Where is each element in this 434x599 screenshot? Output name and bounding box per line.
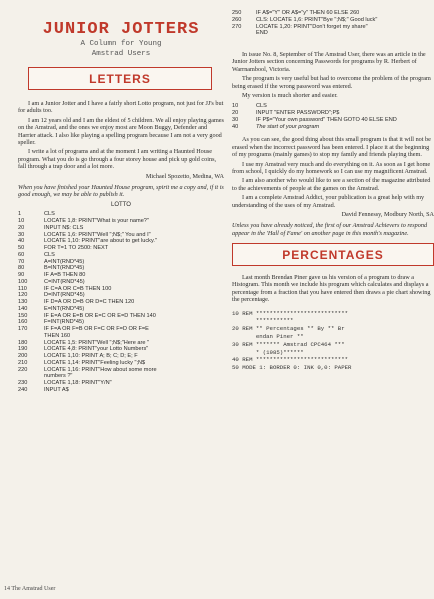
password-letter — [232, 51, 434, 99]
line-number: 170 — [18, 326, 28, 333]
percentages-heading: PERCENTAGES — [282, 247, 384, 262]
letter-signature: Michael Spozetto, Medina, WA — [145, 172, 224, 180]
line-number: 240 — [18, 386, 28, 393]
letter-paragraph: I am a Junior Jotter and I have a fairly short Lotto program, not just for JJ's but for adults too. — [18, 100, 224, 115]
page-footer: 14 The Amstrad User — [4, 586, 56, 592]
line-number: 70 — [18, 258, 25, 265]
listing-line: 20 REM ** Percentages ** By ** Br — [232, 325, 345, 333]
code-text: E=INT(RND*45) — [44, 305, 85, 312]
line-number: 20 — [18, 224, 25, 231]
code-text: C=INT(RND*45) — [44, 278, 85, 285]
code-line — [18, 225, 157, 232]
code-line — [18, 380, 157, 387]
code-text: LOCATE 1,10: PRINT A; B; C; D; E; F — [44, 353, 138, 360]
password-paragraph: I use my Amstrad very much and do everything on it. As soon as I get home from school, I quickly do my homework so I can use my magnificent Amstrad. — [232, 160, 431, 176]
masthead — [18, 20, 224, 59]
line-number: 10 — [232, 103, 239, 110]
code-line — [18, 333, 157, 340]
letter-body — [18, 100, 224, 198]
code-text: The start of your program — [256, 123, 320, 130]
line-number — [18, 373, 44, 380]
line-number: 50 — [18, 245, 25, 252]
code-line — [18, 238, 157, 245]
code-text: numbers ?" — [44, 373, 73, 380]
line-number: 20 — [232, 110, 239, 117]
code-text: LOCATE 1,8: PRINT"What is your name?" — [44, 218, 149, 225]
code-text: IF F=A OR F=B OR F=C OR F=D OR F=E — [44, 326, 149, 333]
code-text: LOCATE 1,20: PRINT"Don't forget my share" — [256, 23, 368, 30]
code-line — [18, 299, 157, 306]
code-line — [18, 232, 157, 239]
percentages-intro: Last month Brendan Piner gave us his version of a program to draw a Histogram. This month we include his program which calculates and displays a percentage from a fraction that you have entered then draws a pie chart showing the percentage. — [232, 273, 431, 304]
code-line — [232, 124, 397, 131]
line-number: 60 — [18, 251, 25, 258]
password-paragraph: As you can see, the good thing about this small program is that it will not be erased when the incorrect password has been entered. I place it at the beginning of my programs (mainly games) to stop my family and friends playing them. — [232, 136, 431, 159]
code-text: CLS — [256, 103, 267, 110]
code-text: THEN 160 — [44, 332, 71, 339]
code-text: LOCATE 1,14: PRINT"Feeling lucky ";N$ — [44, 359, 146, 366]
code-line — [18, 319, 157, 326]
code-line — [18, 286, 157, 293]
code-text: FOR T=1 TO 2500: NEXT — [44, 245, 109, 252]
line-number: 120 — [18, 292, 28, 299]
code-line — [18, 265, 157, 272]
line-number: 30 — [232, 116, 239, 123]
line-number: 40 — [18, 238, 25, 245]
code-line — [18, 292, 157, 299]
code-text: LOCATE 1,18: PRINT"Y/N" — [44, 380, 112, 387]
password-paragraph: In issue No. 8, September of The Amstrad User, there was an article in the Junior Jotters section concerning Passwords for programs by R. Herbert of Warrnambool, Victoria. — [232, 51, 426, 73]
line-number: 270 — [232, 23, 242, 30]
listing-line: *********** — [232, 317, 294, 325]
code-text: IF C=A OR C=B THEN 100 — [44, 285, 112, 292]
code-text: LOCATE 1,16: PRINT"How about some more — [44, 366, 157, 373]
line-number: 230 — [18, 380, 28, 387]
code-line — [18, 272, 157, 279]
line-number: 10 — [18, 218, 25, 225]
code-line — [18, 306, 157, 313]
percentages-listing — [232, 310, 434, 372]
line-number — [232, 30, 256, 37]
letters-heading: LETTERS — [89, 72, 151, 86]
column-subtitle-line-2: Amstrad Users — [91, 50, 151, 58]
line-number — [18, 333, 44, 340]
line-number: 90 — [18, 272, 25, 279]
line-number: 100 — [18, 278, 28, 285]
code-line — [18, 387, 157, 394]
line-number: 150 — [18, 312, 28, 319]
code-line — [18, 326, 157, 333]
listing-line: 40 REM *************************** — [232, 356, 349, 364]
code-line — [18, 353, 157, 360]
left-column — [18, 20, 224, 394]
listing-line: 30 REM ******* Amstrad CPC464 *** — [232, 340, 345, 348]
line-number: 140 — [18, 305, 28, 312]
code-text: B=INT(RND*45) — [44, 265, 85, 272]
password-paragraph: I am also another who would like to see a section of the magazine attributed to the achievements of people at the games on the Amstrad. — [232, 177, 431, 192]
line-number: 30 — [18, 231, 25, 238]
right-column — [232, 0, 434, 372]
code-text: IF E=A OR E=B OR E=C OR E=D THEN 140 — [44, 312, 156, 319]
password-signature: David Fennessy, Modbury North, SA — [341, 211, 434, 219]
code-line — [18, 367, 157, 374]
line-number: 180 — [18, 339, 28, 346]
editor-note: When you have finished your Haunted House program, spirit me a copy and, if it is good enough, we may be able to publish it. — [18, 183, 224, 199]
code-line — [232, 103, 397, 110]
lotto-listing-continued — [232, 10, 377, 37]
code-text: CLS — [44, 251, 55, 258]
code-text: LOCATE 1,5: PRINT"Well ";N$;"Here are " — [44, 339, 150, 346]
line-number: 250 — [232, 10, 242, 16]
line-number: 80 — [18, 265, 25, 272]
code-line — [18, 313, 157, 320]
line-number: 130 — [18, 299, 28, 306]
line-number: 40 — [232, 123, 239, 130]
code-text: CLS — [44, 211, 55, 218]
code-line — [18, 373, 157, 380]
password-letter-continued — [232, 136, 434, 236]
code-text: IF A$="Y" OR A$="y" THEN 60 ELSE 260 — [256, 10, 360, 16]
password-paragraph: My version is much shorter and easier. — [242, 92, 338, 100]
code-line — [18, 340, 157, 347]
code-line — [232, 10, 377, 17]
column-title: JUNIOR JOTTERS — [42, 20, 200, 39]
lotto-listing-title: LOTTO — [111, 202, 131, 209]
line-number: 200 — [18, 353, 28, 360]
code-text: F=INT(RND*45) — [44, 319, 84, 326]
password-paragraph: I am a complete Amstrad Addict, your publication is a great help with my understanding of the uses of my Amstrad. — [232, 194, 425, 209]
code-line — [18, 211, 157, 218]
line-number: 1 — [18, 211, 22, 218]
line-number: 210 — [18, 359, 28, 366]
code-line — [232, 117, 397, 124]
listing-line: endan Piner ** — [232, 332, 304, 340]
password-paragraph: The program is very useful but had to overcome the problem of the program being erased if the wrong password was entered. — [232, 75, 431, 90]
code-line — [232, 30, 377, 37]
listing-line: 10 REM *************************** — [232, 309, 349, 317]
listing-line: * (1985)****** — [232, 348, 304, 356]
lotto-listing — [18, 211, 157, 393]
code-line — [18, 346, 157, 353]
code-line — [18, 245, 157, 252]
code-line — [232, 17, 377, 24]
line-number: 160 — [18, 319, 28, 326]
password-listing — [232, 103, 397, 130]
code-text: IF D=A OR D=B OR D=C THEN 120 — [44, 299, 135, 306]
code-line — [232, 110, 397, 117]
letters-heading-box — [28, 67, 212, 90]
code-text: LOCATE 1,6: PRINT"Well ";N$;" You and I" — [44, 231, 151, 238]
code-line — [18, 360, 157, 367]
code-line — [232, 24, 377, 31]
letter-paragraph: I am 12 years old and I am the eldest of 5 children. We all enjoy playing games on the Amstrad, and the ones we enjoy most are Moon Buggy, Defender and Harrier attack. I also like playing a spelling program because I am not a very good speller. — [18, 116, 224, 147]
code-text: END — [256, 30, 268, 37]
percentages-intro-block — [232, 274, 434, 304]
line-number: 260 — [232, 16, 242, 23]
code-line — [18, 279, 157, 286]
code-text: IF P$="Your own password" THEN GOTO 40 ELSE END — [256, 116, 397, 123]
code-line — [18, 252, 157, 259]
line-number: 110 — [18, 285, 27, 292]
code-text: INPUT N$: CLS — [44, 224, 84, 231]
listing-line: 50 MODE 1: BORDER 0: INK 0,0: PAPER — [232, 364, 352, 372]
letter-paragraph: I write a lot of programs and at the moment I am writing a Haunted House program. What you do is go through a four storey house and pick up gold coins, fall through a trap door and a lot more. — [18, 148, 217, 171]
code-text: CLS: LOCATE 1,6: PRINT"Bye ";N$;" Good luck" — [256, 16, 378, 23]
editor-note: Unless you have already noticed, the first of our Amstrad Achievers to respond appear in the 'Hall of Fame' on another page in this month's magazine. — [232, 222, 428, 237]
code-text: INPUT "ENTER PASSWORD";P$ — [256, 110, 340, 117]
code-text: IF A=B THEN 80 — [44, 272, 86, 279]
line-number: 190 — [18, 346, 28, 353]
code-text: LOCATE 4,8: PRINT"your Lotto Numbers" — [44, 346, 149, 353]
code-line — [18, 259, 157, 266]
percentages-heading-box — [232, 243, 434, 266]
column-subtitle-line-1: A Column for Young — [80, 40, 162, 48]
code-text: D=INT(RND*45) — [44, 292, 85, 299]
line-number: 220 — [18, 366, 28, 373]
code-text: LOCATE 1,10: PRINT"are about to get lucky." — [44, 238, 157, 245]
code-text: INPUT A$ — [44, 386, 69, 393]
code-text: A=INT(RND*45) — [44, 258, 85, 265]
code-line — [18, 218, 157, 225]
